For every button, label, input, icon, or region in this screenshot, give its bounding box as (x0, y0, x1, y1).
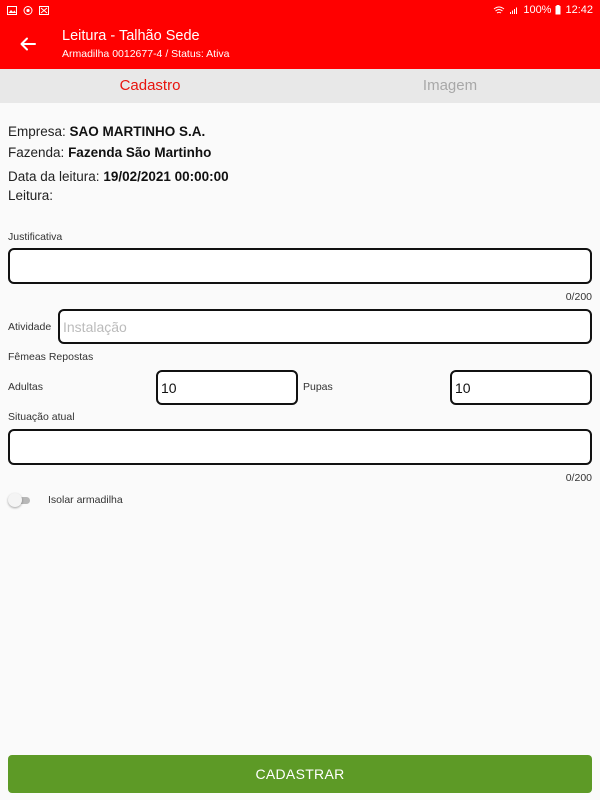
app-bar-titles (62, 28, 230, 61)
atividade-input[interactable] (58, 309, 592, 344)
situacao-atual-input[interactable] (8, 429, 592, 465)
empresa-label: Empresa: (8, 124, 66, 139)
isolar-armadilha-label: Isolar armadilha (48, 494, 123, 506)
signal-icon (509, 6, 519, 15)
battery-icon (555, 5, 561, 15)
battery-percent: 100% (523, 4, 552, 16)
wifi-icon (493, 6, 505, 15)
gallery-icon (7, 6, 17, 15)
adultas-input[interactable] (156, 370, 298, 405)
situacao-atual-counter: 0/200 (565, 472, 592, 484)
data-leitura-row (8, 169, 229, 184)
toggle-thumb (8, 493, 22, 507)
data-leitura-value: 19/02/2021 00:00:00 (103, 169, 229, 184)
back-button[interactable] (16, 32, 40, 56)
empresa-row (8, 124, 205, 139)
cadastrar-button[interactable]: CADASTRAR (8, 755, 592, 793)
femeas-repostas-label: Fêmeas Repostas (8, 351, 94, 363)
page-subtitle: Armadilha 0012677-4 / Status: Ativa (62, 48, 230, 60)
fazenda-label: Fazenda: (8, 145, 65, 160)
camera-icon (23, 6, 33, 15)
tab-cadastro[interactable]: Cadastro (119, 77, 181, 94)
leitura-label: Leitura: (8, 188, 54, 203)
isolar-armadilha-toggle[interactable] (8, 493, 32, 507)
situacao-atual-label: Situação atual (8, 411, 75, 423)
app-notification-icon (39, 6, 49, 15)
app-bar (0, 20, 600, 69)
page-title: Leitura - Talhão Sede (62, 28, 200, 44)
empresa-value: SAO MARTINHO S.A. (69, 124, 206, 139)
fazenda-value: Fazenda São Martinho (68, 145, 212, 160)
justificativa-counter: 0/200 (565, 291, 592, 303)
data-leitura-label: Data da leitura: (8, 169, 100, 184)
status-bar-right (493, 4, 593, 16)
atividade-label: Atividade (8, 321, 52, 333)
pupas-input[interactable] (450, 370, 592, 405)
justificativa-label: Justificativa (8, 231, 63, 243)
fazenda-row (8, 145, 211, 160)
justificativa-input[interactable] (8, 248, 592, 284)
clock: 12:42 (565, 4, 593, 16)
tab-bar (0, 69, 600, 103)
status-bar (0, 0, 600, 20)
adultas-label: Adultas (8, 381, 44, 393)
tab-imagem[interactable]: Imagem (422, 77, 478, 94)
pupas-label: Pupas (303, 381, 333, 393)
status-bar-left (7, 6, 49, 15)
arrow-back-icon (16, 32, 40, 56)
leitura-row (8, 188, 53, 203)
